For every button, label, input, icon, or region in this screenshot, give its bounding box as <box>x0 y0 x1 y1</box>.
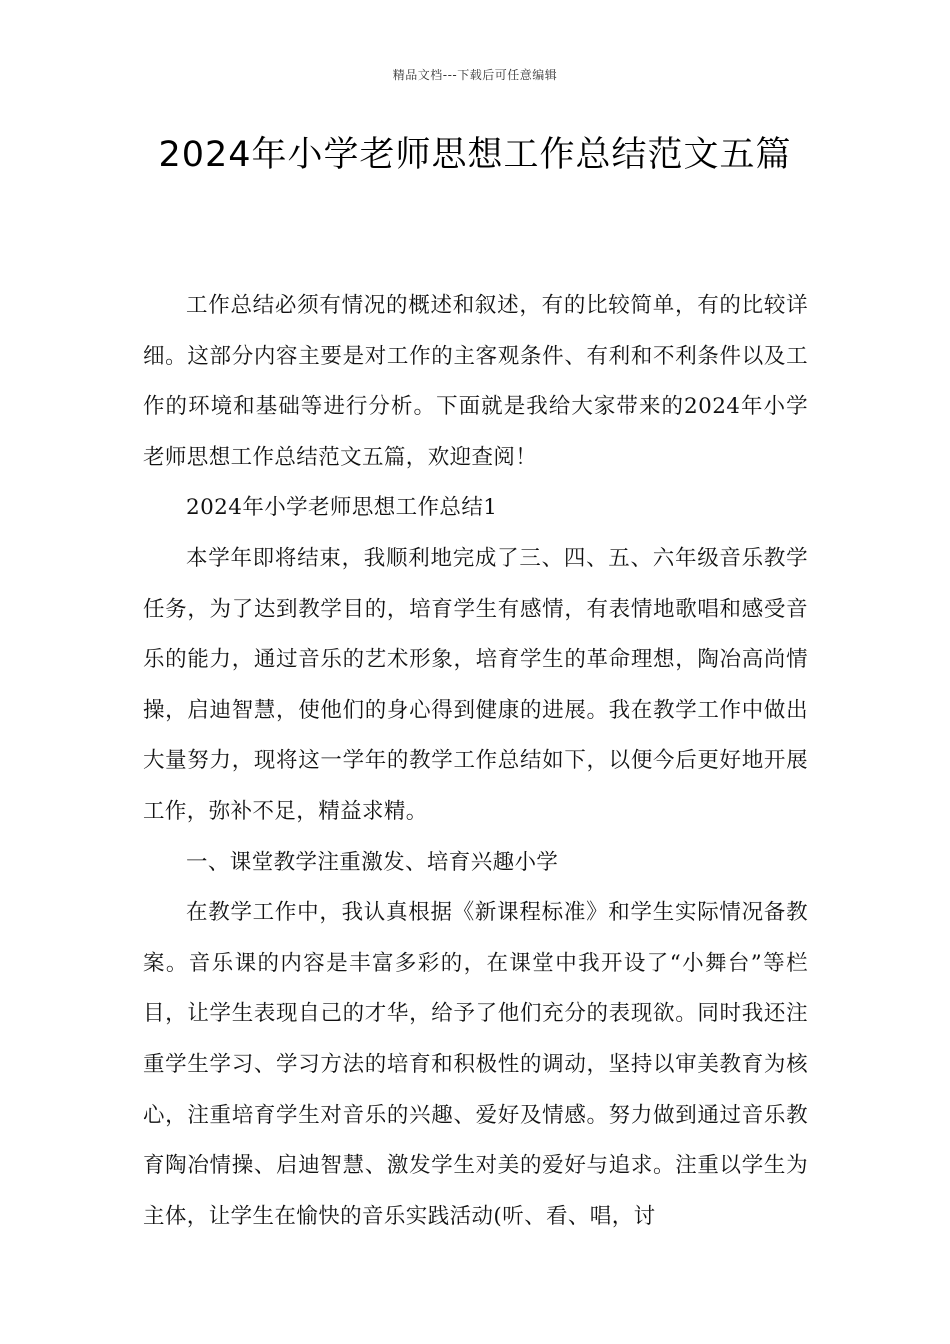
header-note: 精品文档---下载后可任意编辑 <box>392 68 558 82</box>
document-body <box>143 281 808 1242</box>
document-title: 2024年小学老师思想工作总结范文五篇 <box>158 135 792 175</box>
body-paragraph: 在教学工作中，我认真根据《新课程标准》和学生实际情况备教案。音乐课的内容是丰富多彩的，在课堂中我开设了“小舞台”等栏目，让学生表现自己的才华，给予了他们充分的表现欲。同时我还注重学生学习、学习方法的培育和积极性的调动，坚持以审美教育为核心，注重培育学生对音乐的兴趣、爱好及情感。努力做到通过音乐教育陶冶情操、启迪智慧、激发学生对美的爱好与追求。注重以学生为主体，让学生在愉快的音乐实践活动(听、看、唱，讨 <box>143 900 808 1229</box>
body-paragraph: 本学年即将结束，我顺利地完成了三、四、五、六年级音乐教学任务，为了达到教学目的，培育学生有感情，有表情地歌唱和感受音乐的能力，通过音乐的艺术形象，培育学生的革命理想，陶冶高尚情操，启迪智慧，使他们的身心得到健康的进展。我在教学工作中做出大量努力，现将这一学年的教学工作总结如下，以便今后更好地开展工作，弥补不足，精益求精。 <box>143 545 808 824</box>
intro-paragraph: 工作总结必须有情况的概述和叙述，有的比较简单，有的比较详细。这部分内容主要是对工作的主客观条件、有利和不利条件以及工作的环境和基础等进行分析。下面就是我给大家带来的2024年小学老师思想工作总结范文五篇，欢迎查阅！ <box>143 293 808 470</box>
section-heading-summary-1: 2024年小学老师思想工作总结1 <box>186 495 498 521</box>
subsection-heading: 一、课堂教学注重激发、培育兴趣小学 <box>186 849 559 875</box>
